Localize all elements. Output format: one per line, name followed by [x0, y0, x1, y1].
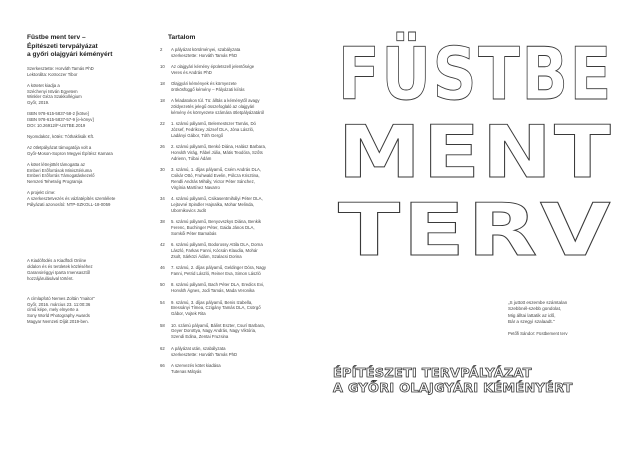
toc-item: [160, 167, 330, 191]
toc-item: [160, 121, 330, 139]
toc-entry-text: A szervezés kötet kiadása Tutenas Mátyás: [171, 362, 221, 374]
toc-item: [160, 144, 330, 162]
toc-page-number: 10: [160, 64, 165, 70]
toc-entry-text: 3. számú, 1. díjas pályamű, Csém András DLA, Csikár Ottó, Fruhwald Evelin, Pólcza Krisztina, Rendli András Mihály, Victor Péter Sánchez, Virgínia Martínez Navarro: [171, 167, 262, 191]
toc-page-number: 54: [160, 299, 165, 305]
toc-title: Tartalom: [168, 34, 196, 41]
toc-entry-text: Olajgyári kémények és környezete örökösfüggő kémény – Pályázati kiírás: [171, 81, 245, 93]
toc-item: [160, 300, 330, 318]
project-info: A projekt címe: A szerkesztetvezés és vázlatépítés szemlélete Pályázati azonosító: NTP-SZKOLL-18-0059: [27, 190, 116, 208]
toc-entry-text: Az olajgyári kémény épületszell jelentősége Veres és András PhD: [171, 64, 255, 76]
printer-info: Nyomdaköz, kötés: Tóthaklisák Kft.: [27, 133, 95, 139]
toc-item: [160, 323, 330, 341]
epigraph-text: „S juttott eszembe számtalan Szebbnél-szebb gondolat, Mig álltai lattatik az idő, Bár a szegyi szalaadt.": [508, 300, 568, 325]
subtitle-line-2: A GYŐRI OLAJGYÁRI KÉMÉNYÉRT: [333, 381, 573, 396]
cover-photo-credit: A címlapfotó Nemes Zoltán "maitor" Győr, 2016. március 23. 11:00:36 című képe, mely elnyerte a Sony World Photography Awards Magyar Nemzeti Díját 2019-ben.: [27, 295, 95, 325]
title-line-2: MENT: [338, 110, 613, 194]
toc-entry-text: 9. számú, 3. díjas pályamű, Benis Izabella, Bressányi Tímea, Czigány Tamás DLA, Csörgő Gábor, Vojtek Rita: [171, 299, 261, 317]
table-of-contents: [160, 34, 330, 380]
toc-entry-text: 6. számú pályamű, Bodorossy Attila DLA, Dorna László, Farkas Fanni, Kócsán Klaudia, Mohár Zsolt, Sárközi Ádám, Szalacsi Dorina: [171, 242, 263, 260]
toc-item: [160, 64, 330, 76]
book-title: Füstbe ment terv – Építészeti tervpályázat a győri olajgyári kéményért: [27, 34, 113, 59]
toc-item: [160, 196, 330, 214]
toc-entry-text: 5. számú pályamű, Benyovszkys Diána, Benkik Ferenc, Buchinger Péter, Gaida János DLA, Somkői Péter Barnabás: [171, 219, 262, 237]
colophon: [27, 34, 139, 330]
toc-page-number: 58: [160, 322, 165, 328]
toc-page-number: 46: [160, 265, 165, 271]
toc-item: [160, 282, 330, 294]
sponsor-info: Az ötletpályázat támogatója volt a Győr-Moson-Sopron Megyei Építész Kamara: [27, 144, 113, 156]
toc-item: [160, 98, 330, 116]
toc-page-number: 18: [160, 98, 165, 104]
toc-entry-text: 1. számú pályamű, Belemestszer Tamás, Dó József, Fedrikcey József DLA, Jóna László, Ladányi Gábor, Tóth Gergő: [171, 121, 256, 139]
toc-item: [160, 242, 330, 260]
toc-item: [160, 265, 330, 277]
toc-page-number: 18: [160, 81, 165, 87]
toc-page-number: 66: [160, 362, 165, 368]
toc-page-number: 30: [160, 167, 165, 173]
epigraph: [508, 300, 618, 337]
toc-entry-text: A pályázat után, szabályzata szerkesztette: Horváth Tamás PhD: [171, 345, 238, 357]
toc-page-number: 2: [160, 47, 163, 52]
toc-item: [160, 219, 330, 237]
cover-subtitle: [333, 366, 623, 396]
toc-item: [160, 363, 330, 375]
title-line-1: FÜSTBE: [338, 32, 613, 116]
toc-item: [160, 346, 330, 358]
toc-entry-text: A feladatokon túl. Tü: álltás a kéménytől avagy zöldyezetés jelegű összefoglaló az olajgyári kémény és környezete számára ötletpályázatáról: [171, 98, 265, 116]
cover-title: [338, 32, 618, 277]
toc-page-number: 62: [160, 345, 165, 351]
toc-item: [160, 81, 330, 93]
toc-item: [160, 47, 330, 59]
toc-page-number: 34: [160, 196, 165, 202]
toc-entry-text: 4. számú pályamű, Csikasentmihályi Péter DLA, Lejtovné Spindler Hajnalka, Mohar Melinda, Ubornikovics Judit: [171, 196, 263, 214]
publisher-info: A kötetet kiadja a Széchenyi István Egyetem Winkler Géza Szakkollégium Győr, 2019.: [27, 82, 82, 106]
toc-entry-text: 10. számú pályamű, Bálint Eszter, Csurí Barbara, Geyer Dorottya, Nagy András, Nagy Viktória, Szendi Edina, Zentai Fruzsina: [171, 322, 265, 340]
toc-entry-text: A pályázat körülményei, szabályzata szerkesztette: Horváth Tamás PhD: [171, 47, 241, 58]
support-info: A kötet létrejöttét támogatta az Emberi Erőforrások Minisztériuma Emberi Erőforrás Támogatáskezelő Nemzeti Tehetség Programja: [27, 161, 95, 185]
toc-entry-text: 7. számú, 2. díjas pályamű, Geldinger Dóra, Nagy Fanni, Petrid László, Reiner Eva, Simon László: [171, 265, 267, 277]
toc-page-number: 42: [160, 242, 165, 248]
editor-credits: Szerkesztette: Horváth Tamás PhD Lektorálta: Kotroczer Tibor: [27, 65, 94, 77]
toc-page-number: 50: [160, 282, 165, 288]
toc-page-number: 26: [160, 144, 165, 150]
toc-entry-text: 8. számú pályamű, Bach Péter DLA, Eredics Evi, Horváth Ágnes, Jodi Tamás, Mada Veronika: [171, 282, 265, 294]
toc-entry-text: 2. számú pályamű, Benkó Diána, Halász Barbara, Horváth Virág, Fábel Júlia, Mátis Teodóra, Szőts Adrienn, Tóbai Ádám: [171, 144, 267, 162]
epigraph-attribution: Petőfi Sándor: Füstbement terv: [508, 330, 568, 336]
title-line-3: TERV: [338, 188, 613, 272]
isbn-info: ISBN 978-615-5837-58-2 [kötve] ISBN 978-615-5837-57-9 [e-könyv] DOI: 10.26912/F-USTBE.2019: [27, 111, 94, 129]
toc-page-number: 22: [160, 121, 165, 127]
toc-page-number: 38: [160, 219, 165, 225]
cover-title-graphic: [338, 32, 618, 277]
subtitle-line-1: ÉPÍTÉSZETI TERVPÁLYÁZAT: [333, 366, 532, 381]
license-info: A Kiadófödés a Kiadfödi Online oldalon és és területek közléséhez Garansiréggyi Iparta Imensasztől hozzájárulásával történt.: [27, 258, 93, 281]
